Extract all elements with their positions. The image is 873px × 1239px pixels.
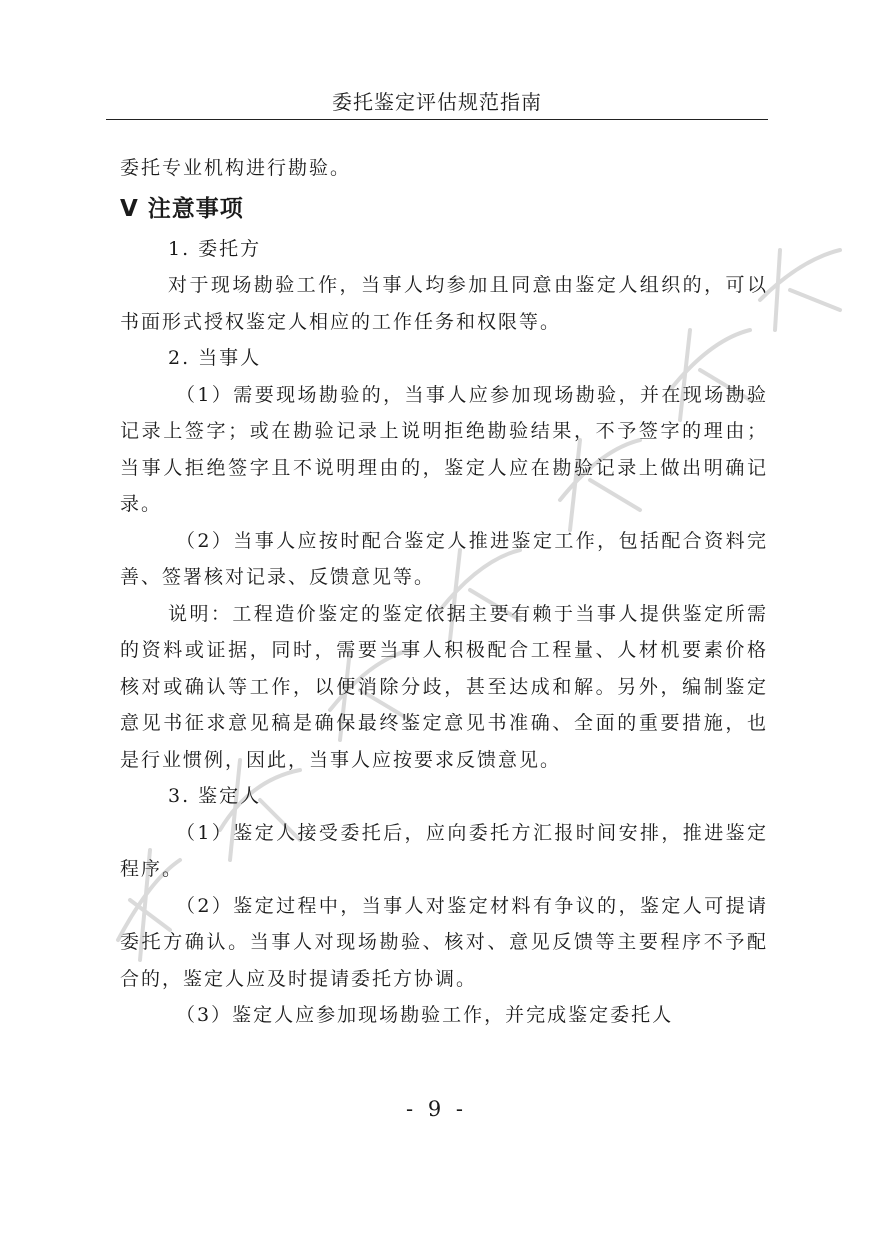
subsection-title-party: 2. 当事人 xyxy=(168,347,262,369)
paragraph-appraiser-2: （2）鉴定过程中，当事人对鉴定材料有争议的，鉴定人可提请委托方确认。当事人对现场勘验、核对、意见反馈等主要程序不予配合的，鉴定人应及时提请委托方协调。 xyxy=(120,894,768,990)
paragraph-party-1: （1）需要现场勘验的，当事人应参加现场勘验，并在现场勘验记录上签字；或在勘验记录上说明拒绝勘验结果，不予签字的理由；当事人拒绝签字且不说明理由的，鉴定人应在勘验记录上做出明确记录。 xyxy=(120,383,768,515)
paragraph-note: 说明：工程造价鉴定的鉴定依据主要有赖于当事人提供鉴定所需的资料或证据，同时，需要当事人积极配合工程量、人材机要素价格核对或确认等工作，以便消除分歧，甚至达成和解。另外，编制鉴定意见书征求意见稿是确保最终鉴定意见书准确、全面的重要措施，也是行业惯例，因此，当事人应按要求反馈意见。 xyxy=(120,602,768,771)
page-number: - 9 - xyxy=(406,1097,467,1121)
subsection-title-appraiser: 3. 鉴定人 xyxy=(168,785,262,807)
paragraph-appraiser-3: （3）鉴定人应参加现场勘验工作，并完成鉴定委托人 xyxy=(176,1004,674,1026)
document-body xyxy=(120,150,768,1034)
header-divider xyxy=(106,119,768,120)
section-heading: V 注意事项 xyxy=(120,195,244,222)
subsection-title-client: 1. 委托方 xyxy=(168,237,262,260)
paragraph-party-2: （2）当事人应按时配合鉴定人推进鉴定工作，包括配合资料完善、签署核对记录、反馈意见等。 xyxy=(120,529,768,588)
continuation-text: 委托专业机构进行勘验。 xyxy=(120,157,352,179)
paragraph-client: 对于现场勘验工作，当事人均参加且同意由鉴定人组织的，可以书面形式授权鉴定人相应的工作任务和权限等。 xyxy=(120,274,768,333)
page-header-title: 委托鉴定评估规范指南 xyxy=(332,90,542,114)
paragraph-appraiser-1: （1）鉴定人接受委托后，应向委托方汇报时间安排，推进鉴定程序。 xyxy=(120,821,768,880)
